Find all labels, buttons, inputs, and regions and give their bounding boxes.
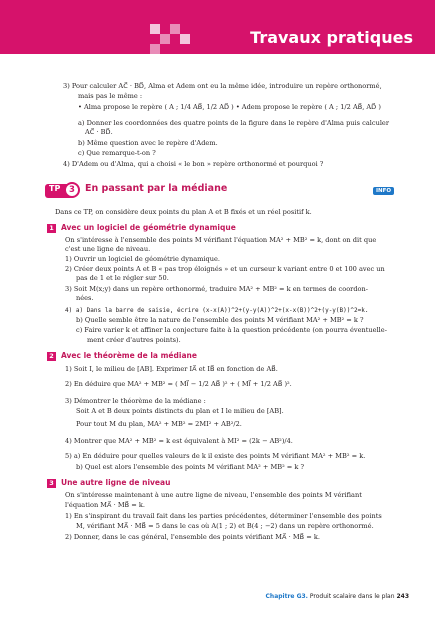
section-title: Avec un logiciel de géométrie dynamique xyxy=(61,223,236,232)
s1-line: 3) Soit M(x;y) dans un repère orthonormé, traduire MA² + MB² = k en termes de coordon- xyxy=(65,285,368,293)
s2-line: Pour tout M du plan, MA² + MB² = 2MI² + AB²/2. xyxy=(76,420,242,428)
question-3: 3) Pour calculer AC⃗ · BD⃗, Alma et Adem ont eu la même idée, introduire un repère orthonormé, xyxy=(63,82,382,90)
s1-line: On s'intéresse à l'ensemble des points M vérifiant l'équation MA² + MB² = k, dont on dit que xyxy=(65,236,377,244)
s1-line: 1) Ouvrir un logiciel de géométrie dynamique. xyxy=(65,255,220,263)
page-title: Travaux pratiques xyxy=(250,28,413,47)
footer-text: Produit scalaire dans le plan xyxy=(309,593,395,600)
s2-line: 3) Démontrer le théorème de la médiane : xyxy=(65,397,206,405)
section-title: Avec le théorème de la médiane xyxy=(61,351,197,360)
header-decor-square xyxy=(150,44,160,54)
s3-line: l'équation MA⃗ · MB⃗ = k. xyxy=(65,501,145,509)
question-3-cont: mais pas le même : xyxy=(78,92,143,100)
frames-proposals: • Alma propose le repère ( A ; 1/4 AB⃗, 1/2 AD⃗ ) • Adem propose le repère ( A ; 1/2 AB⃗, AD⃗ ) xyxy=(78,103,381,111)
question-3a-cont: AC⃗ · BD⃗. xyxy=(85,128,113,136)
s2-line: 4) Montrer que MA² + MB² = k est équivalent à MI² = (2k − AB²)/4. xyxy=(65,437,293,445)
s1-line: pas de 1 et le régler sur 50. xyxy=(76,274,169,282)
s1-line: nées. xyxy=(76,294,94,302)
question-3c: c) Que remarque-t-on ? xyxy=(78,149,156,157)
question-3a: a) Donner les coordonnées des quatre points de la figure dans le repère d'Alma puis calculer xyxy=(78,119,389,127)
page-footer xyxy=(266,593,409,600)
question-3b: b) Même question avec le repère d'Adem. xyxy=(78,139,218,147)
s3-line: M, vérifiant MA⃗ · MB⃗ = 5 dans le cas où A(1 ; 2) et B(4 ; −2) dans un repère orthonormé. xyxy=(76,522,374,530)
section-title: Une autre ligne de niveau xyxy=(61,478,171,487)
tp-label: TP xyxy=(49,184,61,193)
s2-line: 2) En déduire que MA² + MB² = ( MI⃗ − 1/2 AB⃗ )² + ( MI⃗ + 1/2 AB⃗ )². xyxy=(65,380,292,388)
s3-line: On s'intéresse maintenant à une autre ligne de niveau, l'ensemble des points M vérifiant xyxy=(65,491,362,499)
header-decor-square xyxy=(180,34,190,44)
section-number: 2 xyxy=(47,352,56,361)
section-number: 1 xyxy=(47,224,56,233)
s2-line: b) Quel est alors l'ensemble des points M vérifiant MA² + MB² = k ? xyxy=(76,463,305,471)
question-4: 4) D'Adem ou d'Alma, qui a choisi « le bon » repère orthonormé et pourquoi ? xyxy=(63,160,324,168)
page-header xyxy=(0,0,435,54)
s2-line: 5) a) En déduire pour quelles valeurs de k il existe des points M vérifiant MA² + MB² = k. xyxy=(65,452,366,460)
s1-line: b) Quelle semble être la nature de l'ensemble des points M vérifiant MA² + MB² = k ? xyxy=(76,316,364,324)
s3-line: 1) En s'inspirant du travail fait dans les parties précédentes, déterminer l'ensemble des points xyxy=(65,512,382,520)
s1-line: ment créer d'autres points). xyxy=(87,336,181,344)
s1-line: c'est une ligne de niveau. xyxy=(65,245,151,253)
page-number: 243 xyxy=(396,593,409,600)
tp-number: 3 xyxy=(64,182,80,198)
s3-line: 2) Donner, dans le cas général, l'ensemble des points vérifiant MA⃗ · MB⃗ = k. xyxy=(65,533,320,541)
s1-line: 2) Créer deux points A et B « pas trop éloignés » et un curseur k variant entre 0 et 100 avec un xyxy=(65,265,385,273)
section-number: 3 xyxy=(47,479,56,488)
header-decor-square xyxy=(170,24,180,34)
s2-line: Soit A et B deux points distincts du plan et I le milieu de [AB]. xyxy=(76,407,284,415)
header-decor-square xyxy=(160,34,170,44)
s2-line: 1) Soit I, le milieu de [AB]. Exprimer IA⃗ et IB⃗ en fonction de AB⃗. xyxy=(65,365,278,373)
info-badge: INFO xyxy=(373,187,394,195)
footer-chapter: Chapitre G3. xyxy=(265,593,308,600)
tp-title: En passant par la médiane xyxy=(85,183,228,194)
tp-intro: Dans ce TP, on considère deux points du plan A et B fixés et un réel positif k. xyxy=(55,208,312,216)
s1-line-code: 4) a) Dans la barre de saisie, écrire (x-x(A))^2+(y-y(A))^2+(x-x(B))^2+(y-y(B))^2=k. xyxy=(65,307,369,314)
s1-line: c) Faire varier k et affiner la conjecture faite à la question précédente (on pourra éventuelle- xyxy=(76,326,387,334)
header-decor-square xyxy=(150,24,160,34)
